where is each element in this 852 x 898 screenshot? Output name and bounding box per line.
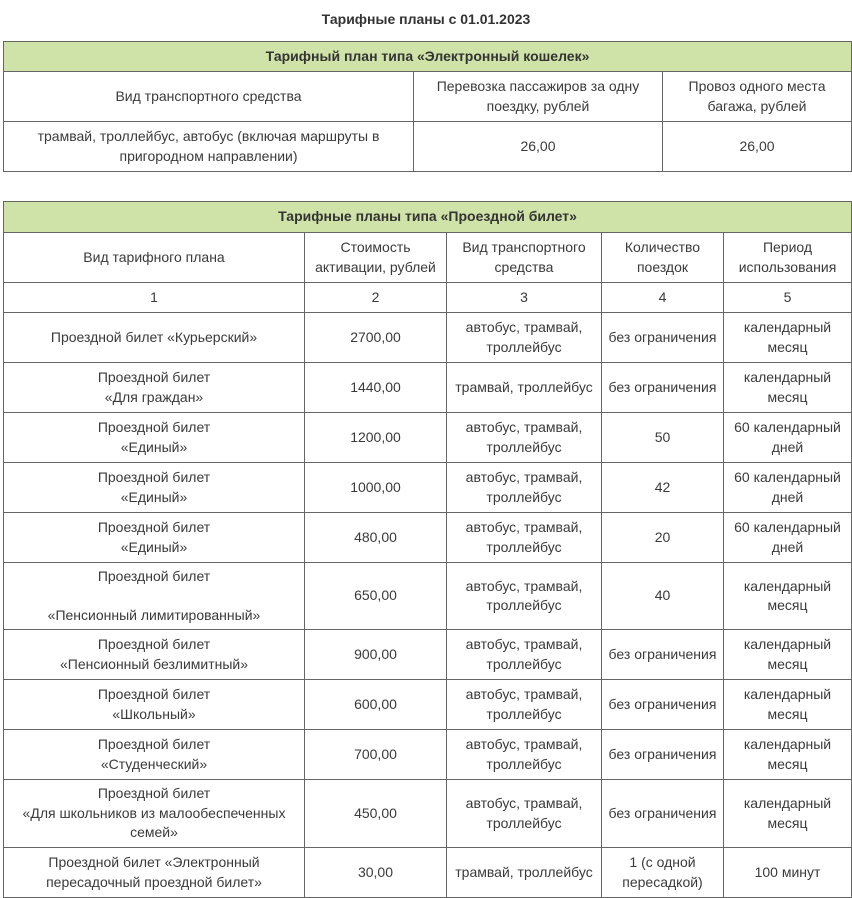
pass-trips-cell: без ограничения	[602, 313, 724, 363]
column-number: 3	[447, 283, 602, 313]
pass-period-cell: 100 минут	[724, 848, 852, 898]
wallet-cell-transport: трамвай, троллейбус, автобус (включая маршруты в пригородном направлении)	[4, 122, 414, 172]
pass-row	[4, 313, 852, 363]
passes-header-period: Период использования	[724, 233, 852, 283]
pass-period-cell: календарный месяц	[724, 630, 852, 680]
pass-cost-cell: 900,00	[305, 630, 447, 680]
pass-row	[4, 463, 852, 513]
pass-row	[4, 630, 852, 680]
wallet-header-baggage-fare: Провоз одного места багажа, рублей	[663, 72, 852, 122]
pass-transport-cell: автобус, трамвай, троллейбус	[447, 630, 602, 680]
pass-trips-cell: без ограничения	[602, 730, 724, 780]
pass-period-cell: 60 календарный дней	[724, 463, 852, 513]
passes-header-plan: Вид тарифного плана	[4, 233, 305, 283]
pass-cost-cell: 600,00	[305, 680, 447, 730]
pass-transport-cell: трамвай, троллейбус	[447, 363, 602, 413]
pass-transport-cell: автобус, трамвай, троллейбус	[447, 313, 602, 363]
column-number: 4	[602, 283, 724, 313]
pass-plan-cell: Проездной билет «Пенсионный безлимитный»	[4, 630, 305, 680]
wallet-tariff-table	[3, 41, 852, 172]
pass-transport-cell: автобус, трамвай, троллейбус	[447, 463, 602, 513]
passes-table-title: Тарифные планы типа «Проездной билет»	[4, 202, 852, 233]
page-title: Тарифные планы с 01.01.2023	[321, 11, 531, 27]
pass-row	[4, 680, 852, 730]
pass-cost-cell: 30,00	[305, 848, 447, 898]
pass-trips-cell: 42	[602, 463, 724, 513]
pass-row	[4, 730, 852, 780]
wallet-table-title: Тарифный план типа «Электронный кошелек»	[4, 42, 852, 72]
pass-plan-cell: Проездной билет «Для граждан»	[4, 363, 305, 413]
pass-cost-cell: 650,00	[305, 563, 447, 630]
pass-trips-cell: без ограничения	[602, 363, 724, 413]
wallet-header-transport: Вид транспортного средства	[4, 72, 414, 122]
pass-row	[4, 413, 852, 463]
pass-period-cell: календарный месяц	[724, 730, 852, 780]
pass-period-cell: календарный месяц	[724, 313, 852, 363]
pass-trips-cell: без ограничения	[602, 680, 724, 730]
pass-cost-cell: 2700,00	[305, 313, 447, 363]
pass-transport-cell: автобус, трамвай, троллейбус	[447, 513, 602, 563]
pass-period-cell: 60 календарный дней	[724, 413, 852, 463]
passes-header-trips: Количество поездок	[602, 233, 724, 283]
pass-period-cell: календарный месяц	[724, 680, 852, 730]
pass-row	[4, 780, 852, 848]
pass-row	[4, 513, 852, 563]
pass-plan-cell: Проездной билет «Курьерский»	[4, 313, 305, 363]
pass-plan-cell: Проездной билет «Студенческий»	[4, 730, 305, 780]
travel-pass-table	[3, 201, 852, 898]
pass-plan-cell: Проездной билет «Электронный пересадочный проездной билет»	[4, 848, 305, 898]
passes-header-transport: Вид транспортного средства	[447, 233, 602, 283]
pass-period-cell: календарный месяц	[724, 780, 852, 848]
pass-plan-cell: Проездной билет «Единый»	[4, 463, 305, 513]
pass-transport-cell: автобус, трамвай, троллейбус	[447, 413, 602, 463]
wallet-cell-baggage-fare: 26,00	[663, 122, 852, 172]
pass-cost-cell: 480,00	[305, 513, 447, 563]
pass-row	[4, 563, 852, 630]
pass-transport-cell: трамвай, троллейбус	[447, 848, 602, 898]
pass-plan-cell: Проездной билет «Школьный»	[4, 680, 305, 730]
wallet-header-passenger-fare: Перевозка пассажиров за одну поездку, рублей	[414, 72, 663, 122]
wallet-cell-passenger-fare: 26,00	[414, 122, 663, 172]
pass-transport-cell: автобус, трамвай, троллейбус	[447, 780, 602, 848]
pass-transport-cell: автобус, трамвай, троллейбус	[447, 563, 602, 630]
pass-period-cell: календарный месяц	[724, 563, 852, 630]
pass-row	[4, 363, 852, 413]
pass-cost-cell: 450,00	[305, 780, 447, 848]
pass-period-cell: 60 календарный дней	[724, 513, 852, 563]
pass-plan-cell: Проездной билет «Единый»	[4, 513, 305, 563]
pass-cost-cell: 1440,00	[305, 363, 447, 413]
pass-trips-cell: 50	[602, 413, 724, 463]
column-number: 1	[4, 283, 305, 313]
pass-trips-cell: без ограничения	[602, 780, 724, 848]
pass-plan-cell: Проездной билет «Единый»	[4, 413, 305, 463]
pass-cost-cell: 700,00	[305, 730, 447, 780]
pass-trips-cell: 20	[602, 513, 724, 563]
column-number: 2	[305, 283, 447, 313]
pass-transport-cell: автобус, трамвай, троллейбус	[447, 730, 602, 780]
pass-trips-cell: 1 (с одной пересадкой)	[602, 848, 724, 898]
passes-header-activation-cost: Стоимость активации, рублей	[305, 233, 447, 283]
pass-plan-cell: Проездной билет «Пенсионный лимитированный»	[4, 563, 305, 630]
pass-cost-cell: 1000,00	[305, 463, 447, 513]
pass-period-cell: календарный месяц	[724, 363, 852, 413]
pass-trips-cell: без ограничения	[602, 630, 724, 680]
pass-cost-cell: 1200,00	[305, 413, 447, 463]
pass-plan-cell: Проездной билет «Для школьников из малообеспеченных семей»	[4, 780, 305, 848]
pass-transport-cell: автобус, трамвай, троллейбус	[447, 680, 602, 730]
pass-trips-cell: 40	[602, 563, 724, 630]
pass-row	[4, 848, 852, 898]
column-number: 5	[724, 283, 852, 313]
